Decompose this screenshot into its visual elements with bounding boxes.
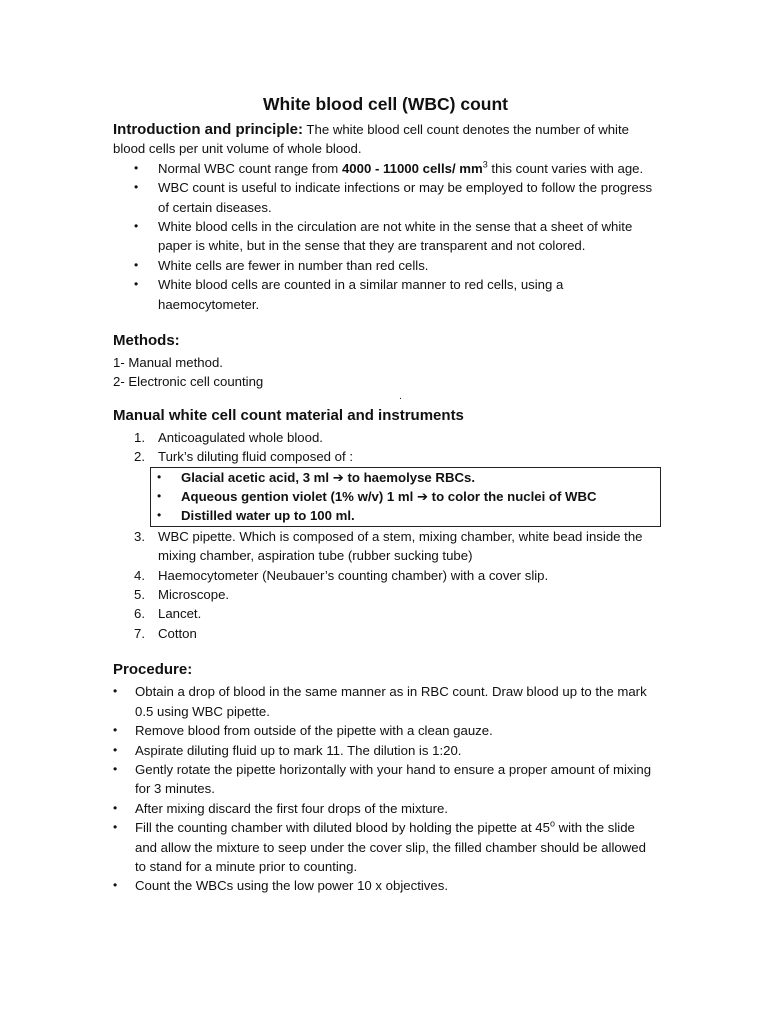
material-item: [113, 566, 658, 585]
intro-heading: Introduction and principle:: [113, 121, 303, 138]
intro-bullet-bold: 4000 - 11000 cells/ mm: [341, 160, 483, 176]
procedure-step: [113, 741, 658, 760]
component-text: Distilled water up to 100 ml.: [181, 508, 355, 524]
turk-fluid-box: [150, 467, 661, 527]
material-text: Turk’s diluting fluid composed of :: [158, 449, 353, 465]
intro-bullet-text: White cells are fewer in number than red cells.: [158, 257, 429, 273]
material-item: [113, 604, 658, 623]
material-text: Cotton: [158, 625, 197, 641]
procedure-step: [113, 760, 658, 799]
material-text: Haemocytometer (Neubauer’s counting chamber) with a cover slip.: [158, 567, 549, 583]
material-text: WBC pipette. Which is composed of a stem, mixing chamber, white bead inside the mixing chamber, aspiration tube (rubber sucking tube): [158, 528, 643, 564]
bullet-icon: •: [113, 820, 118, 835]
document-page: [113, 92, 658, 896]
procedure-step: [113, 818, 658, 876]
bullet-icon: •: [134, 180, 139, 195]
procedure-step: [113, 799, 658, 818]
intro-bullet-item: [113, 178, 658, 217]
materials-list: [113, 428, 658, 467]
component-text: Aqueous gention violet (1% w/v) 1 ml: [181, 489, 417, 505]
intro-bullet-text-tail: this count varies with age.: [487, 160, 644, 176]
procedure-step-text-tail: with the slide and allow the mixture to seep under the cover slip, the filled chamber should be allowed to stand for a minute prior to counting.: [135, 820, 646, 874]
fluid-component: [151, 468, 660, 487]
material-item: [113, 428, 658, 447]
bullet-icon: •: [113, 723, 118, 738]
procedure-step-text: After mixing discard the first four drops of the mixture.: [135, 800, 448, 816]
procedure-steps: [113, 682, 658, 895]
bullet-icon: •: [134, 219, 139, 234]
procedure-step-text: Obtain a drop of blood in the same manner as in RBC count. Draw blood up to the mark 0.5 using WBC pipette.: [135, 684, 647, 719]
procedure-step-text: Fill the counting chamber with diluted blood by holding the pipette at 45: [135, 820, 550, 836]
procedure-step-text: Remove blood from outside of the pipette with a clean gauze.: [135, 723, 493, 739]
bullet-icon: •: [113, 761, 118, 776]
bullet-icon: •: [134, 257, 139, 272]
procedure-step: [113, 682, 658, 721]
materials-list-continued: [113, 527, 658, 643]
material-item: [113, 527, 658, 566]
item-number: 3.: [134, 528, 145, 544]
turk-fluid-components: [151, 468, 660, 526]
methods-list: [113, 353, 658, 392]
component-text: Glacial acetic acid, 3 ml: [181, 469, 333, 485]
intro-paragraph: [113, 120, 658, 159]
bullet-icon: •: [157, 508, 162, 523]
intro-bullet-text: WBC count is useful to indicate infections or may be employed to follow the progress of certain diseases.: [158, 180, 653, 215]
bullet-icon: •: [113, 684, 118, 699]
item-number: 4.: [134, 567, 145, 583]
bullet-icon: •: [113, 800, 118, 815]
materials-heading: Manual white cell count material and instruments: [113, 406, 464, 424]
intro-bullet-item: [113, 275, 658, 314]
procedure-heading: Procedure:: [113, 661, 193, 679]
intro-bullet-item: [113, 256, 658, 275]
material-item: [113, 447, 658, 466]
item-number: 7.: [134, 625, 145, 641]
procedure-step-text: Aspirate diluting fluid up to mark 11. The dilution is 1:20.: [135, 742, 462, 758]
bullet-icon: •: [113, 742, 118, 757]
arrow-right-icon: ➔: [416, 489, 429, 505]
material-text: Microscope.: [158, 587, 230, 603]
item-number: 5.: [134, 587, 145, 603]
component-purpose: to color the nuclei of WBC: [428, 489, 597, 505]
intro-bullet-item: [113, 159, 658, 178]
intro-bullet-text: Normal WBC count range from: [158, 160, 342, 176]
component-purpose: to haemolyse RBCs.: [343, 469, 475, 485]
method-item: 1- Manual method.: [113, 355, 223, 371]
material-text: Anticoagulated whole blood.: [158, 429, 323, 445]
material-item: [113, 624, 658, 643]
procedure-step-sup: o: [549, 818, 555, 829]
intro-text: The white blood cell count denotes the number of white blood cells per unit volume of whole blood.: [113, 122, 629, 157]
stray-dot: .: [399, 390, 402, 402]
intro-bullet-sup: 3: [482, 159, 488, 170]
bullet-icon: •: [113, 878, 118, 893]
item-number: 6.: [134, 606, 145, 622]
material-item: [113, 585, 658, 604]
intro-bullet-text: White blood cells in the circulation are not white in the sense that a sheet of white paper is white, but in the sense that they are transparent and not colored.: [158, 219, 633, 254]
item-number: 1.: [134, 429, 145, 445]
procedure-step: [113, 876, 658, 895]
bullet-icon: •: [134, 160, 139, 175]
arrow-right-icon: ➔: [332, 469, 344, 485]
procedure-step-text: Gently rotate the pipette horizontally with your hand to ensure a proper amount of mixing for 3 minutes.: [135, 761, 652, 797]
fluid-component: [151, 506, 660, 525]
intro-bullet-item: [113, 217, 658, 256]
material-text: Lancet.: [158, 606, 202, 622]
intro-bullet-list: [113, 159, 658, 314]
method-item: 2- Electronic cell counting: [113, 374, 264, 390]
procedure-step-text: Count the WBCs using the low power 10 x objectives.: [135, 878, 448, 894]
methods-heading: Methods:: [113, 332, 180, 350]
fluid-component: [151, 487, 660, 506]
bullet-icon: •: [157, 469, 162, 484]
intro-bullet-text: White blood cells are counted in a similar manner to red cells, using a haemocytometer.: [158, 277, 564, 312]
bullet-icon: •: [134, 277, 139, 292]
bullet-icon: •: [157, 489, 162, 504]
document-title: White blood cell (WBC) count: [263, 94, 508, 114]
procedure-step: [113, 721, 658, 740]
item-number: 2.: [134, 449, 145, 465]
